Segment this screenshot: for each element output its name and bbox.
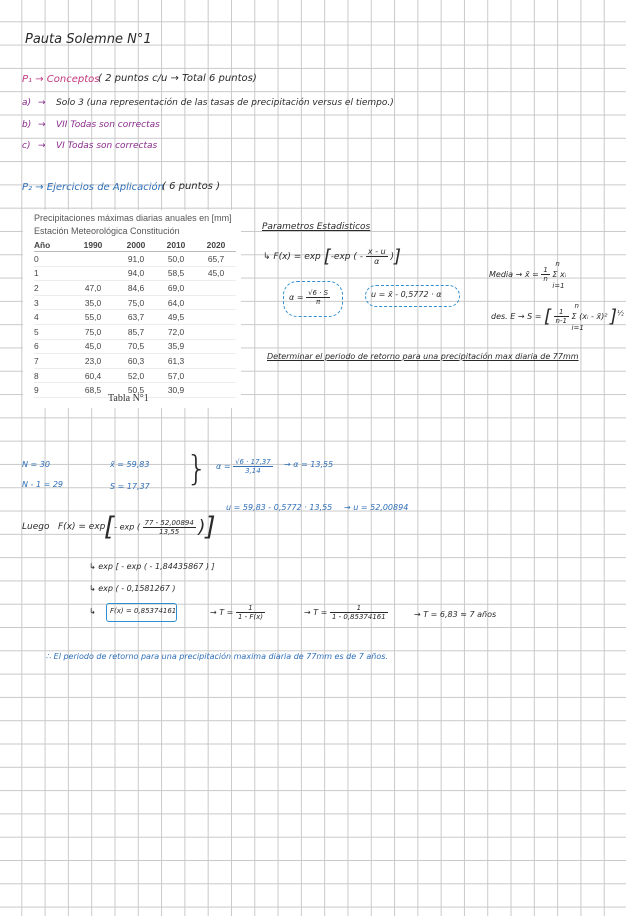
table-cell: [196, 281, 236, 296]
table-header: 1990: [70, 238, 116, 252]
step-3-prefix: ↳: [89, 607, 96, 616]
T1-left: → T =: [210, 608, 234, 617]
table-cell: 2: [34, 281, 70, 296]
table-subtitle: Estación Meteorológica Constitución: [34, 226, 180, 236]
table-cell: [196, 368, 236, 383]
u-formula: u = x̄ - 0,5772 · α: [371, 290, 442, 299]
table-row: [34, 324, 236, 339]
alpha-calc-den: 3,14: [245, 467, 261, 475]
table-cell: [196, 295, 236, 310]
table-cell: [196, 324, 236, 339]
table-cell: [196, 354, 236, 369]
table-cell: 30,9: [156, 383, 196, 398]
table-cell: 60,3: [116, 354, 156, 369]
T-result: → T = 6,83 ≈ 7 años: [414, 610, 497, 619]
fx-prefix: ↳ F(x) = exp: [263, 252, 321, 262]
table-cell: 75,0: [116, 295, 156, 310]
media-frac-num: 1: [543, 266, 548, 274]
fx-den: α: [374, 257, 380, 266]
alpha-calc-left: α =: [216, 462, 231, 471]
table-cell: 64,0: [156, 295, 196, 310]
table-row: [34, 310, 236, 325]
table-cell: 47,0: [70, 281, 116, 296]
T2-num: 1: [330, 604, 388, 613]
p1-c-label: c): [22, 141, 31, 151]
table-cell: 94,0: [116, 266, 156, 281]
table-cell: 49,5: [156, 310, 196, 325]
table-cell: 7: [34, 354, 70, 369]
p1-a-arrow: →: [38, 98, 46, 108]
table-cell: 63,7: [116, 310, 156, 325]
table-cell: 84,6: [116, 281, 156, 296]
table-row: [34, 368, 236, 383]
table-header: 2000: [116, 238, 156, 252]
table-cell: 57,0: [156, 368, 196, 383]
desv-frac-num: 1: [554, 308, 569, 317]
u-result: → u = 52,00894: [344, 503, 409, 512]
table-cell: 5: [34, 324, 70, 339]
table-cell: 75,0: [70, 324, 116, 339]
table-cell: 72,0: [156, 324, 196, 339]
T1-num: 1: [236, 604, 265, 613]
media-sum-bottom: i=1: [552, 282, 565, 290]
step-2: ↳ exp ( - 0,1581267 ): [89, 584, 176, 593]
p1-points: ( 2 puntos c/u → Total 6 puntos): [98, 73, 257, 84]
table-cell: 23,0: [70, 354, 116, 369]
table-cell: 35,0: [70, 295, 116, 310]
table-cell: 50,0: [156, 252, 196, 267]
table-header: 2020: [196, 238, 236, 252]
table-header: 2010: [156, 238, 196, 252]
alpha-formula-den: π: [315, 298, 321, 306]
p1-b-arrow: →: [38, 120, 46, 130]
p1-b-text: VII Todas son correctas: [56, 120, 160, 130]
table-row: [34, 281, 236, 296]
p1-c-arrow: →: [38, 141, 46, 151]
table-cell: 68,5: [70, 383, 116, 398]
s-value: S = 17,37: [110, 482, 150, 491]
desv-formula: des. E → S = [ $\frac{1}{n-1}$ n Σ (xᵢ - x̄)² i=1 ]$^{\frac{1}{2}}$: [491, 302, 624, 332]
desv-sum-top: n: [574, 302, 579, 310]
media-label: Media → x̄ =: [489, 270, 539, 279]
u-calc: u = 59,83 - 0,5772 · 13,55: [226, 503, 333, 512]
table-cell: 52,0: [116, 368, 156, 383]
alpha-calc: [216, 458, 273, 475]
table-cell: 85,7: [116, 324, 156, 339]
alpha-result: → α = 13,55: [284, 460, 334, 469]
alpha-calc-num: √6 · 17,37: [235, 458, 271, 466]
media-sum-top: n: [555, 260, 560, 268]
params-heading: Parametros Estadisticos: [262, 222, 371, 232]
table-cell: 6: [34, 339, 70, 354]
p2-heading: P₂ → Ejercicios de Aplicación: [22, 182, 164, 193]
table-header-row: [34, 238, 236, 252]
p1-a-text: Solo 3 (una representación de las tasas de precipitación versus el tiempo.): [56, 98, 394, 108]
fx-inner: -exp ( -: [330, 252, 363, 262]
table-cell: [196, 339, 236, 354]
table-caption: Tabla N°1: [108, 393, 149, 404]
luego-inner: - exp (: [114, 522, 140, 532]
media-sum: Σ xᵢ: [552, 270, 567, 279]
table-cell: 65,7: [196, 252, 236, 267]
desv-frac-den: n-1: [555, 317, 567, 325]
table-cell: 1: [34, 266, 70, 281]
table-row: [34, 354, 236, 369]
luego-fx: F(x) = exp: [58, 522, 106, 532]
T-formula-2: [304, 604, 388, 621]
conclusion: ∴ El periodo de retorno para una precipitación maxima diaria de 77mm es de 7 años.: [46, 652, 388, 661]
table-cell: 9: [34, 383, 70, 398]
luego-formula: [- exp ( $\frac{77 - 52,00894}{13,55}$ )]: [104, 512, 216, 542]
table-row: [34, 339, 236, 354]
grouping-brace: }: [186, 449, 208, 489]
mean-value: x̄ = 59,83: [110, 460, 150, 469]
table-title: Precipitaciones máximas diarias anuales en [mm]: [34, 213, 232, 223]
desv-sum-bottom: i=1: [571, 324, 584, 332]
p1-a-label: a): [22, 98, 32, 108]
desv-exp: ½: [617, 309, 624, 318]
table-cell: 50,5: [116, 383, 156, 398]
luego-label: Luego: [22, 522, 50, 532]
table-row: [34, 266, 236, 281]
table-cell: 0: [34, 252, 70, 267]
table-cell: 8: [34, 368, 70, 383]
luego-den: 13,55: [159, 527, 180, 536]
desv-label: des. E → S =: [491, 312, 542, 321]
p1-b-label: b): [22, 120, 32, 130]
p1-heading: P₁ → Conceptos: [22, 74, 100, 85]
T-formula-1: [210, 604, 265, 621]
table-cell: 45,0: [70, 339, 116, 354]
table-cell: 58,5: [156, 266, 196, 281]
table-cell: 55,0: [70, 310, 116, 325]
luego-num: 77 - 52,00894: [144, 518, 194, 527]
table-cell: 69,0: [156, 281, 196, 296]
p1-c-text: VI Todas son correctas: [56, 141, 158, 151]
alpha-formula-num: √6 · S: [308, 289, 329, 297]
T2-left: → T =: [304, 608, 328, 617]
table-row: [34, 252, 236, 267]
media-formula: [489, 260, 567, 290]
table-cell: [196, 310, 236, 325]
table-cell: 35,9: [156, 339, 196, 354]
table-cell: 45,0: [196, 266, 236, 281]
T2-den: 1 - 0,85374161: [331, 613, 386, 621]
table-cell: 60,4: [70, 368, 116, 383]
table-cell: 91,0: [116, 252, 156, 267]
T1-den: 1 - F(x): [237, 613, 263, 621]
fx-result: F(x) = 0,85374161: [110, 607, 177, 615]
n-value: N = 30: [22, 460, 50, 469]
precipitation-table-image: [23, 210, 241, 408]
media-frac-den: n: [543, 275, 548, 283]
fx-num: x - u: [367, 247, 386, 256]
table-header: Año: [34, 238, 70, 252]
alpha-formula: [289, 289, 330, 306]
table-cell: [70, 266, 116, 281]
table-cell: 4: [34, 310, 70, 325]
table-cell: 70,5: [116, 339, 156, 354]
p2-points: ( 6 puntos ): [162, 181, 220, 192]
n-minus-1-value: N - 1 = 29: [22, 480, 64, 489]
page-title: Pauta Solemne N°1: [25, 32, 152, 47]
step-1: ↳ exp [ - exp ( - 1,84435867 ) ]: [89, 562, 215, 571]
determine-statement: Determinar el periodo de retorno para una precipitación max diaria de 77mm: [267, 352, 579, 361]
alpha-formula-left: α =: [289, 293, 304, 302]
fx-formula: ↳ F(x) = exp [-exp ( - $\frac{x - u}{\alpha}$ )]: [263, 246, 402, 267]
table-cell: 3: [34, 295, 70, 310]
table-row: [34, 295, 236, 310]
desv-sum: Σ (xᵢ - x̄)²: [571, 312, 608, 321]
precipitation-table: [34, 238, 236, 398]
table-cell: [70, 252, 116, 267]
table-cell: [196, 383, 236, 398]
table-cell: 61,3: [156, 354, 196, 369]
